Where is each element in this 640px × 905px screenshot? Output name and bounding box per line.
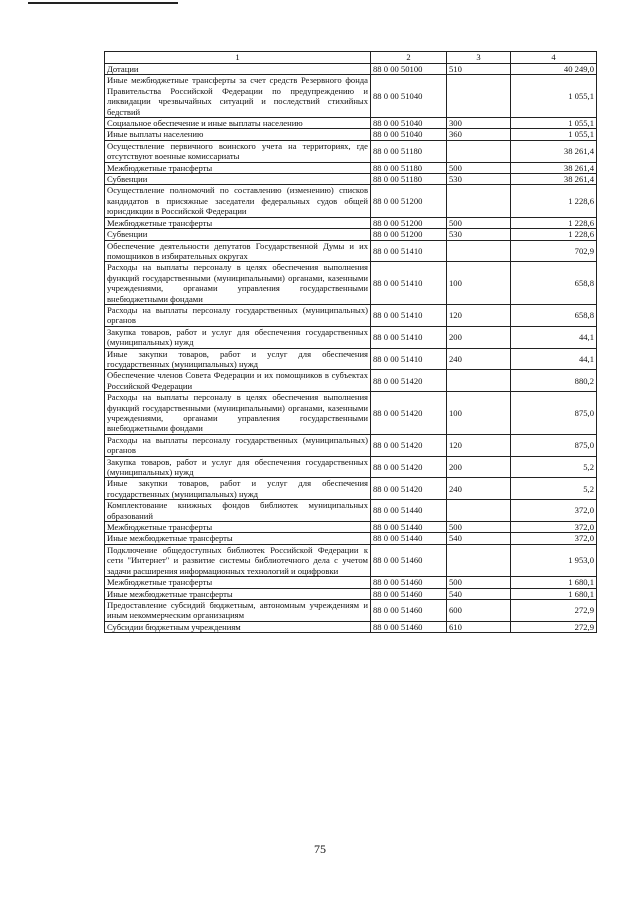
header-cell: 3 [447,52,511,64]
row-code-cell: 88 0 00 51410 [371,304,447,326]
table-row [105,326,597,348]
row-sum-cell: 372,0 [511,533,597,544]
row-name-cell: Расходы на выплаты персоналу государственных (муниципальных) органов [105,434,371,456]
row-sum-cell: 1 953,0 [511,544,597,576]
row-name-cell: Межбюджетные трансферты [105,162,371,173]
row-vr-cell: 300 [447,118,511,129]
row-code-cell: 88 0 00 51040 [371,118,447,129]
row-code-cell: 88 0 00 51040 [371,75,447,118]
row-code-cell: 88 0 00 51420 [371,478,447,500]
row-sum-cell: 272,9 [511,599,597,621]
row-sum-cell: 1 228,6 [511,229,597,240]
row-code-cell: 88 0 00 51410 [371,262,447,305]
header-cell: 2 [371,52,447,64]
row-sum-cell: 5,2 [511,478,597,500]
row-code-cell: 88 0 00 51180 [371,174,447,185]
row-vr-cell: 120 [447,434,511,456]
row-vr-cell: 610 [447,621,511,632]
row-code-cell: 88 0 00 51460 [371,599,447,621]
table-row [105,162,597,173]
row-code-cell: 88 0 00 51420 [371,392,447,435]
row-vr-cell: 360 [447,129,511,140]
row-code-cell: 88 0 00 51460 [371,544,447,576]
row-name-cell: Иные закупки товаров, работ и услуг для обеспечения государственных (муниципальных) нужд [105,478,371,500]
row-name-cell: Социальное обеспечение и иные выплаты населению [105,118,371,129]
row-code-cell: 88 0 00 51180 [371,140,447,162]
table-row [105,500,597,522]
row-name-cell: Межбюджетные трансферты [105,217,371,228]
table-row [105,217,597,228]
table-row [105,588,597,599]
row-name-cell: Комплектование книжных фондов библиотек муниципальных образований [105,500,371,522]
table-row [105,434,597,456]
row-name-cell: Иные межбюджетные трансферты [105,533,371,544]
row-code-cell: 88 0 00 51460 [371,577,447,588]
row-vr-cell: 240 [447,348,511,370]
table-row [105,174,597,185]
row-name-cell: Субсидии бюджетным учреждениям [105,621,371,632]
row-vr-cell [447,544,511,576]
row-sum-cell: 44,1 [511,348,597,370]
row-sum-cell: 44,1 [511,326,597,348]
row-name-cell: Расходы на выплаты персоналу в целях обеспечения выполнения функций государственными (муниципальными) органами, казенными учреждениями, органами управления государственными внебюджетными фондами [105,392,371,435]
row-name-cell: Субвенции [105,229,371,240]
header-row [105,52,597,64]
row-vr-cell: 500 [447,577,511,588]
row-vr-cell [447,370,511,392]
page-number: 75 [314,842,326,856]
row-code-cell: 88 0 00 51200 [371,217,447,228]
table-row [105,118,597,129]
row-sum-cell: 1 680,1 [511,588,597,599]
table-row [105,522,597,533]
row-sum-cell: 38 261,4 [511,140,597,162]
row-vr-cell: 530 [447,174,511,185]
row-code-cell: 88 0 00 51460 [371,621,447,632]
table-row [105,478,597,500]
table-row [105,64,597,75]
table-row [105,577,597,588]
row-sum-cell: 702,9 [511,240,597,262]
row-sum-cell: 1 680,1 [511,577,597,588]
row-name-cell: Обеспечение членов Совета Федерации и их помощников в субъектах Российской Федерации [105,370,371,392]
table-body [105,64,597,633]
row-vr-cell: 200 [447,456,511,478]
row-vr-cell: 540 [447,588,511,599]
row-name-cell: Расходы на выплаты персоналу государственных (муниципальных) органов [105,304,371,326]
table-row [105,140,597,162]
header-cell: 4 [511,52,597,64]
row-name-cell: Межбюджетные трансферты [105,577,371,588]
row-sum-cell: 38 261,4 [511,162,597,173]
row-name-cell: Осуществление первичного воинского учета на территориях, где отсутствуют военные комиссариаты [105,140,371,162]
row-sum-cell: 272,9 [511,621,597,632]
table-row [105,621,597,632]
table-row [105,348,597,370]
row-sum-cell: 1 055,1 [511,129,597,140]
row-sum-cell: 1 228,6 [511,185,597,217]
row-vr-cell: 500 [447,522,511,533]
row-sum-cell: 372,0 [511,500,597,522]
row-vr-cell: 600 [447,599,511,621]
row-vr-cell [447,240,511,262]
row-sum-cell: 875,0 [511,392,597,435]
row-code-cell: 88 0 00 51200 [371,229,447,240]
row-vr-cell [447,185,511,217]
table-row [105,240,597,262]
table-row [105,599,597,621]
row-vr-cell: 540 [447,533,511,544]
top-rule [28,2,178,4]
table-row [105,185,597,217]
budget-table [104,51,597,633]
row-code-cell: 88 0 00 51200 [371,185,447,217]
row-code-cell: 88 0 00 51420 [371,434,447,456]
table-row [105,304,597,326]
row-name-cell: Закупка товаров, работ и услуг для обеспечения государственных (муниципальных) нужд [105,326,371,348]
row-sum-cell: 1 055,1 [511,118,597,129]
row-name-cell: Осуществление полномочий по составлению (изменению) списков кандидатов в присяжные заседатели федеральных судов общей юрисдикции в Российской Федерации [105,185,371,217]
row-name-cell: Иные закупки товаров, работ и услуг для обеспечения государственных (муниципальных) нужд [105,348,371,370]
table-row [105,75,597,118]
row-sum-cell: 880,2 [511,370,597,392]
row-vr-cell: 510 [447,64,511,75]
row-name-cell: Предоставление субсидий бюджетным, автономным учреждениям и иным некоммерческим организациям [105,599,371,621]
row-vr-cell: 500 [447,217,511,228]
row-sum-cell: 38 261,4 [511,174,597,185]
row-code-cell: 88 0 00 51040 [371,129,447,140]
row-vr-cell: 530 [447,229,511,240]
table-row [105,533,597,544]
row-vr-cell: 500 [447,162,511,173]
row-sum-cell: 1 228,6 [511,217,597,228]
table-row [105,262,597,305]
row-vr-cell [447,75,511,118]
table-row [105,456,597,478]
row-name-cell: Подключение общедоступных библиотек Российской Федерации к сети "Интернет" и развитие системы библиотечного дела с учетом задачи расширения информационных технологий и оцифровки [105,544,371,576]
table-row [105,544,597,576]
row-vr-cell: 200 [447,326,511,348]
header-cell: 1 [105,52,371,64]
row-sum-cell: 5,2 [511,456,597,478]
row-vr-cell [447,140,511,162]
row-sum-cell: 875,0 [511,434,597,456]
row-code-cell: 88 0 00 51440 [371,500,447,522]
row-sum-cell: 40 249,0 [511,64,597,75]
row-code-cell: 88 0 00 51440 [371,533,447,544]
row-name-cell: Иные межбюджетные трансферты за счет средств Резервного фонда Правительства Российской Федерации по предупреждению и ликвидации чрезвычайных ситуаций и последствий стихийных бедствий [105,75,371,118]
row-name-cell: Расходы на выплаты персоналу в целях обеспечения выполнения функций государственными (муниципальными) органами, казенными учреждениями, органами управления государственными внебюджетными фондами [105,262,371,305]
row-vr-cell: 240 [447,478,511,500]
row-code-cell: 88 0 00 51180 [371,162,447,173]
row-code-cell: 88 0 00 51440 [371,522,447,533]
row-vr-cell: 100 [447,392,511,435]
row-sum-cell: 658,8 [511,262,597,305]
row-vr-cell [447,500,511,522]
table-row [105,129,597,140]
row-code-cell: 88 0 00 51460 [371,588,447,599]
row-name-cell: Иные межбюджетные трансферты [105,588,371,599]
row-name-cell: Дотации [105,64,371,75]
row-vr-cell: 100 [447,262,511,305]
row-sum-cell: 1 055,1 [511,75,597,118]
row-vr-cell: 120 [447,304,511,326]
table-row [105,229,597,240]
row-code-cell: 88 0 00 51410 [371,240,447,262]
row-sum-cell: 658,8 [511,304,597,326]
table-row [105,370,597,392]
row-name-cell: Иные выплаты населению [105,129,371,140]
row-name-cell: Закупка товаров, работ и услуг для обеспечения государственных (муниципальных) нужд [105,456,371,478]
row-name-cell: Межбюджетные трансферты [105,522,371,533]
row-code-cell: 88 0 00 51410 [371,348,447,370]
row-code-cell: 88 0 00 50100 [371,64,447,75]
row-code-cell: 88 0 00 51420 [371,370,447,392]
row-name-cell: Субвенции [105,174,371,185]
row-code-cell: 88 0 00 51410 [371,326,447,348]
row-sum-cell: 372,0 [511,522,597,533]
table-row [105,392,597,435]
row-name-cell: Обеспечение деятельности депутатов Государственной Думы и их помощников в избирательных округах [105,240,371,262]
row-code-cell: 88 0 00 51420 [371,456,447,478]
